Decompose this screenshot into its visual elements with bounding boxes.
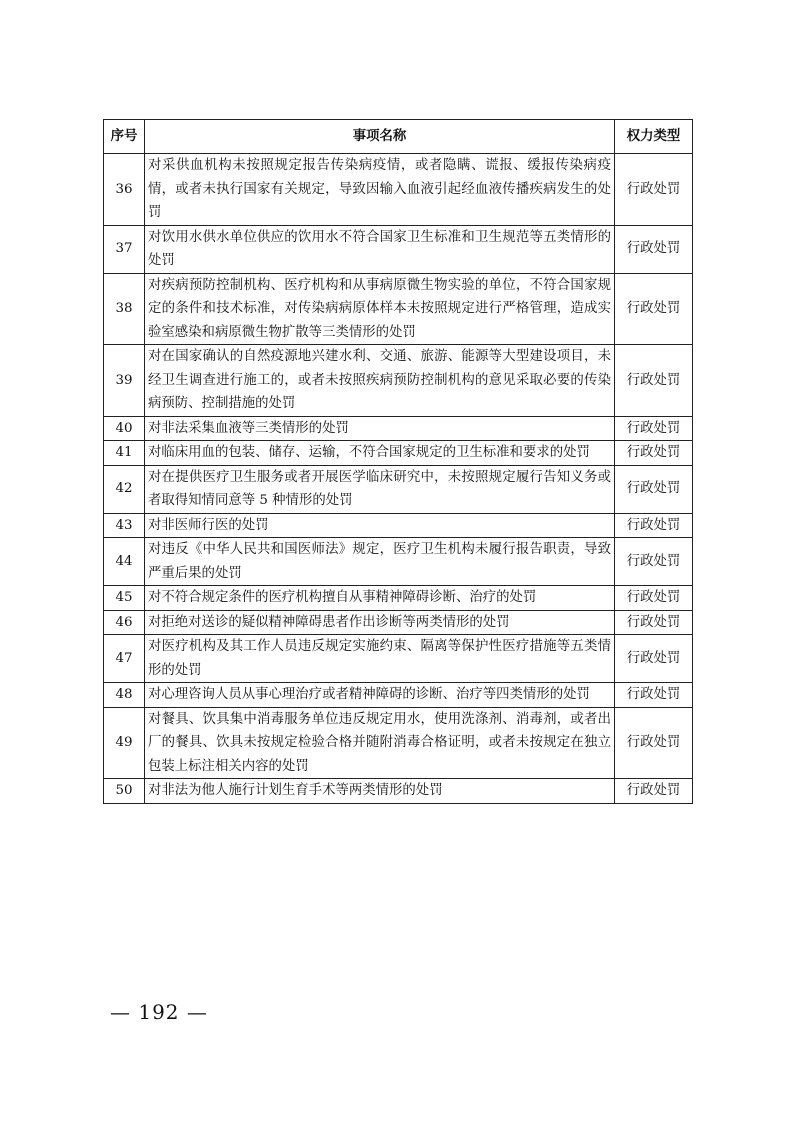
row-item-name: 对饮用水供水单位供应的饮用水不符合国家卫生标准和卫生规范等五类情形的处罚 <box>145 225 615 273</box>
row-power-type: 行政处罚 <box>615 779 693 804</box>
page-number: — 192 — <box>110 1000 208 1024</box>
row-item-name: 对心理咨询人员从事心理治疗或者精神障碍的诊断、治疗等四类情形的处罚 <box>145 683 615 708</box>
row-serial-number: 48 <box>104 683 145 708</box>
row-item-name: 对拒绝对送诊的疑似精神障碍患者作出诊断等两类情形的处罚 <box>145 610 615 635</box>
row-power-type: 行政处罚 <box>615 683 693 708</box>
row-item-name: 对采供血机构未按照规定报告传染病疫情，或者隐瞒、谎报、缓报传染病疫情，或者未执行国家有关规定，导致因输入血液引起经血液传播疾病发生的处罚 <box>145 154 615 226</box>
row-item-name: 对不符合规定条件的医疗机构擅自从事精神障碍诊断、治疗的处罚 <box>145 586 615 611</box>
row-item-name: 对在提供医疗卫生服务或者开展医学临床研究中，未按照规定履行告知义务或者取得知情同意等 5 种情形的处罚 <box>145 465 615 513</box>
table-row <box>104 538 693 586</box>
row-power-type: 行政处罚 <box>615 513 693 538</box>
table-row <box>104 465 693 513</box>
table-row <box>104 683 693 708</box>
header-power-type: 权力类型 <box>615 120 693 154</box>
table-row <box>104 707 693 779</box>
row-serial-number: 40 <box>104 416 145 441</box>
header-serial-number: 序号 <box>104 120 145 154</box>
table-row <box>104 225 693 273</box>
row-serial-number: 41 <box>104 441 145 466</box>
row-serial-number: 43 <box>104 513 145 538</box>
row-power-type: 行政处罚 <box>615 273 693 345</box>
row-power-type: 行政处罚 <box>615 610 693 635</box>
row-serial-number: 37 <box>104 225 145 273</box>
table-row <box>104 513 693 538</box>
header-item-name: 事项名称 <box>145 120 615 154</box>
row-power-type: 行政处罚 <box>615 416 693 441</box>
row-item-name: 对非医师行医的处罚 <box>145 513 615 538</box>
row-serial-number: 49 <box>104 707 145 779</box>
row-serial-number: 42 <box>104 465 145 513</box>
row-power-type: 行政处罚 <box>615 538 693 586</box>
table-row <box>104 154 693 226</box>
row-power-type: 行政处罚 <box>615 225 693 273</box>
row-power-type: 行政处罚 <box>615 465 693 513</box>
table-row <box>104 635 693 683</box>
row-serial-number: 47 <box>104 635 145 683</box>
table-row <box>104 416 693 441</box>
row-power-type: 行政处罚 <box>615 154 693 226</box>
row-serial-number: 45 <box>104 586 145 611</box>
row-item-name: 对餐具、饮具集中消毒服务单位违反规定用水，使用洗涤剂、消毒剂，或者出厂的餐具、饮具未按规定检验合格并随附消毒合格证明，或者未按规定在独立包装上标注相关内容的处罚 <box>145 707 615 779</box>
row-serial-number: 39 <box>104 345 145 417</box>
row-item-name: 对疾病预防控制机构、医疗机构和从事病原微生物实验的单位，不符合国家规定的条件和技术标准，对传染病病原体样本未按照规定进行严格管理，造成实验室感染和病原微生物扩散等三类情形的处罚 <box>145 273 615 345</box>
row-power-type: 行政处罚 <box>615 345 693 417</box>
row-serial-number: 44 <box>104 538 145 586</box>
row-serial-number: 46 <box>104 610 145 635</box>
table-row <box>104 345 693 417</box>
row-power-type: 行政处罚 <box>615 707 693 779</box>
penalty-items-table <box>103 119 693 804</box>
table-row <box>104 273 693 345</box>
table-header-row <box>104 120 693 154</box>
table-row <box>104 441 693 466</box>
row-item-name: 对违反《中华人民共和国医师法》规定，医疗卫生机构未履行报告职责，导致严重后果的处罚 <box>145 538 615 586</box>
row-power-type: 行政处罚 <box>615 441 693 466</box>
row-item-name: 对非法为他人施行计划生育手术等两类情形的处罚 <box>145 779 615 804</box>
row-item-name: 对医疗机构及其工作人员违反规定实施约束、隔离等保护性医疗措施等五类情形的处罚 <box>145 635 615 683</box>
row-serial-number: 36 <box>104 154 145 226</box>
row-serial-number: 38 <box>104 273 145 345</box>
row-power-type: 行政处罚 <box>615 635 693 683</box>
row-item-name: 对临床用血的包装、储存、运输，不符合国家规定的卫生标准和要求的处罚 <box>145 441 615 466</box>
table-row <box>104 586 693 611</box>
table-row <box>104 779 693 804</box>
row-item-name: 对在国家确认的自然疫源地兴建水利、交通、旅游、能源等大型建设项目，未经卫生调查进行施工的，或者未按照疾病预防控制机构的意见采取必要的传染病预防、控制措施的处罚 <box>145 345 615 417</box>
row-serial-number: 50 <box>104 779 145 804</box>
row-item-name: 对非法采集血液等三类情形的处罚 <box>145 416 615 441</box>
row-power-type: 行政处罚 <box>615 586 693 611</box>
table-row <box>104 610 693 635</box>
